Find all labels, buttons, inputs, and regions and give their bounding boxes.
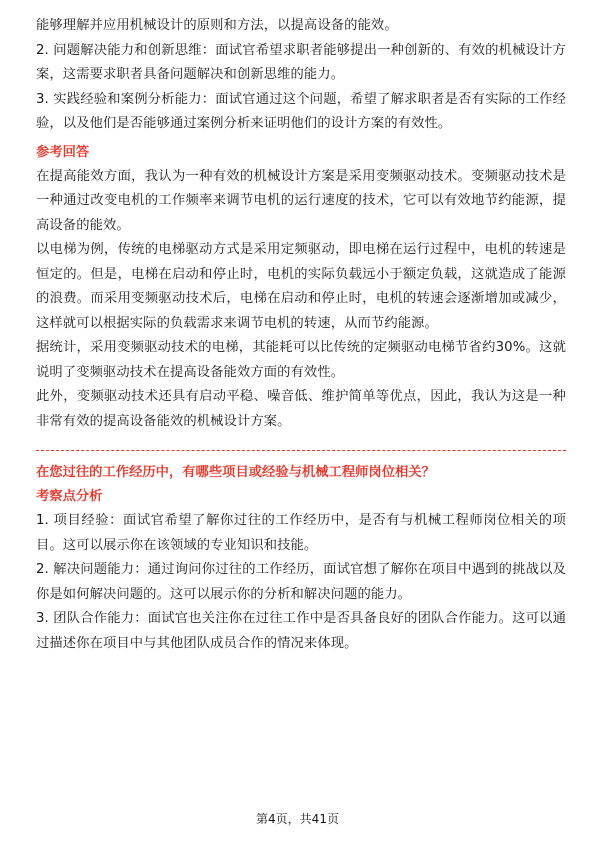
next-point-2: 2. 解决问题能力：通过询问你过往的工作经历，面试官想了解你在项目中遇到的挑战以及你是如何解决问题的。这可以展示你的分析和解决问题的能力。 bbox=[36, 562, 566, 602]
next-point-3: 3. 团队合作能力：面试官也关注你在过往工作中是否具备良好的团队合作能力。这可以通过描述你在项目中与其他团队成员合作的情况来体现。 bbox=[36, 611, 566, 651]
interview-question: 在您过往的工作经历中，有哪些项目或经验与机械工程师岗位相关？ bbox=[36, 465, 435, 480]
page-number: 第4页，共41页 bbox=[256, 812, 339, 826]
analysis-point-2: 2. 问题解决能力和创新思维：面试官希望求职者能够提出一种创新的、有效的机械设计方案，这需要求职者具备问题解决和创新思维的能力。 bbox=[36, 42, 566, 82]
next-point-1: 1. 项目经验：面试官希望了解你过往的工作经历中，是否有与机械工程师岗位相关的项目。这可以展示你在该领域的专业知识和技能。 bbox=[36, 513, 566, 553]
analysis-heading: 考察点分析 bbox=[36, 489, 103, 504]
answer-paragraph-3: 据统计，采用变频驱动技术的电梯，其能耗可以比传统的定频驱动电梯节省约30%。这就说明了变频驱动技术在提高设备能效方面的有效性。 bbox=[36, 340, 566, 380]
document-page bbox=[36, 14, 566, 656]
continued-text: 能够理解并应用机械设计的原则和方法，以提高设备的能效。 bbox=[36, 18, 398, 33]
analysis-point-3: 3. 实践经验和案例分析能力：面试官通过这个问题，希望了解求职者是否有实际的工作经验，以及他们是否能够通过案例分析来证明他们的设计方案的有效性。 bbox=[36, 91, 566, 131]
reference-answer-heading: 参考回答 bbox=[36, 144, 90, 160]
answer-paragraph-4: 此外，变频驱动技术还具有启动平稳、噪音低、维护简单等优点，因此，我认为这是一种非常有效的提高设备能效的机械设计方案。 bbox=[36, 389, 566, 429]
answer-paragraph-1: 在提高能效方面，我认为一种有效的机械设计方案是采用变频驱动技术。变频驱动技术是一种通过改变电机的工作频率来调节电机的运行速度的技术，它可以有效地节约能源，提高设备的能效。 bbox=[36, 168, 566, 233]
section-divider bbox=[36, 450, 566, 451]
answer-paragraph-2: 以电梯为例，传统的电梯驱动方式是采用定频驱动，即电梯在运行过程中，电机的转速是恒定的。但是，电梯在启动和停止时，电机的实际负载远小于额定负载，这就造成了能源的浪费。而采用变频驱动技术后，电梯在启动和停止时，电机的转速会逐渐增加或减少，这样就可以根据实际的负载需求来调节电机的转速，从而节约能源。 bbox=[36, 242, 566, 331]
